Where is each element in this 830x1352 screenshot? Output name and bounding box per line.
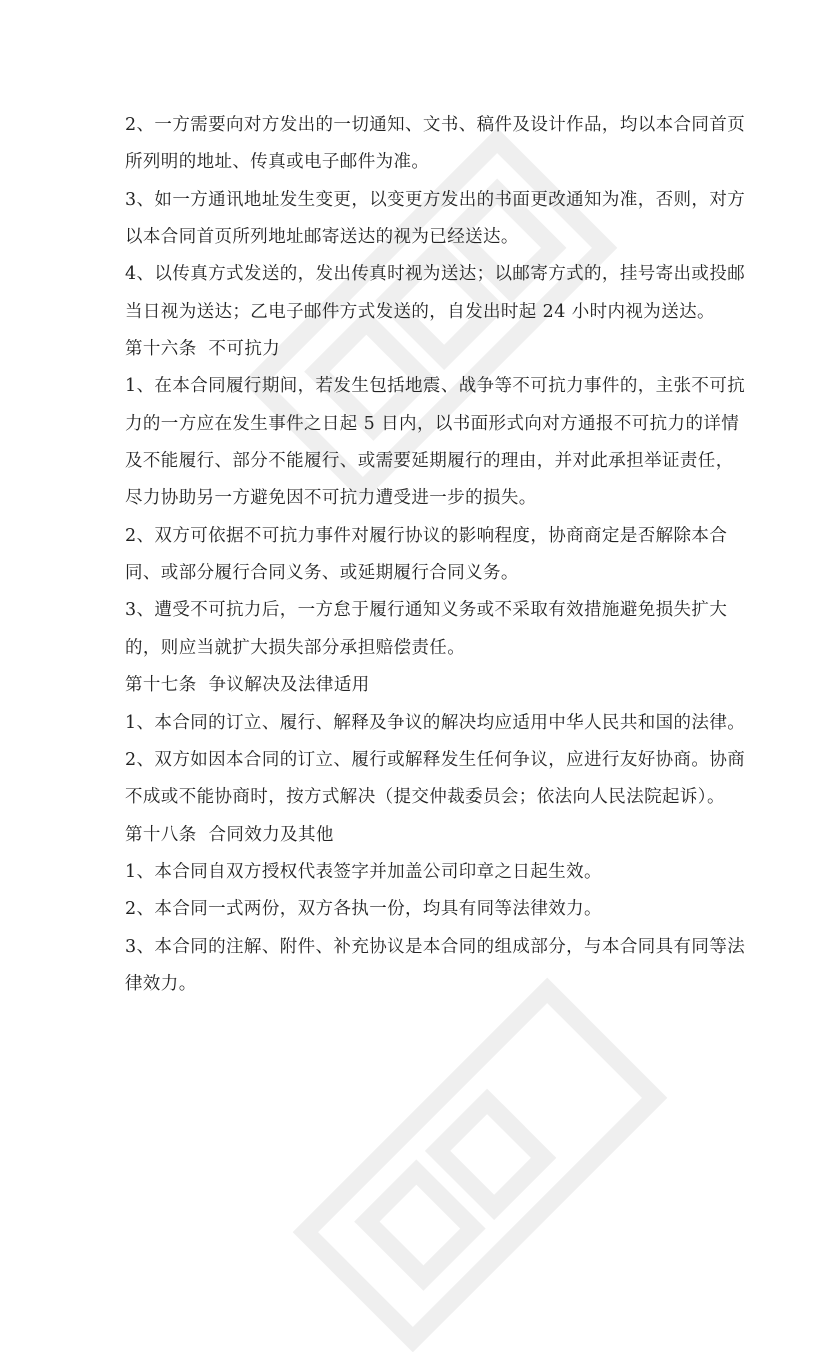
text-line: 3、如一方通讯地址发生变更，以变更方发出的书面更改通知为准，否则，对方 [125,189,746,210]
text-line: 当日视为送达；乙电子邮件方式发送的，自发出时起 24 小时内视为送达。 [125,301,715,322]
text-line: 力的一方应在发生事件之日起 5 日内，以书面形式向对方通报不可抗力的详情 [125,413,740,434]
text-line: 的，则应当就扩大损失部分承担赔偿责任。 [125,637,466,658]
clause-16-item-3 [125,592,728,667]
text-line: 同、或部分履行合同义务、或延期履行合同义务。 [125,563,519,584]
section-heading-16: 第十六条 不可抗力 [125,339,281,360]
document-body [125,107,746,1003]
text-line: 2、双方如因本合同的订立、履行或解释发生任何争议，应进行友好协商。协商 [125,749,746,770]
text-line: 3、本合同的注解、附件、补充协议是本合同的组成部分，与本合同具有同等法 [125,936,746,957]
text-line: 3、遭受不可抗力后，一方怠于履行通知义务或不采取有效措施避免损失扩大 [125,600,728,621]
clause-18-item-1 [125,854,705,891]
text-line: 2、本合同一式两份，双方各执一份，均具有同等法律效力。 [125,899,602,920]
watermark-logo-icon [293,978,668,1352]
text-line: 4、以传真方式发送的，发出传真时视为送达；以邮寄方式的，挂号寄出或投邮 [125,264,746,285]
clause-18-item-3 [125,929,746,1004]
text-line: 2、双方可依据不可抗力事件对履行协议的影响程度，协商商定是否解除本合 [125,525,728,546]
section-heading-18: 第十八条 合同效力及其他 [125,824,334,845]
text-line: 2、一方需要向对方发出的一切通知、文书、稿件及设计作品，均以本合同首页 [125,115,746,135]
section-heading-17: 第十七条 争议解决及法律适用 [125,675,370,696]
clause-16-item-1 [125,368,746,517]
text-line: 律效力。 [125,973,197,994]
text-line: 1、本合同自双方授权代表签字并加盖公司印章之日起生效。 [125,861,602,882]
clause-15-item-4 [125,256,746,331]
clause-15-item-3 [125,182,746,257]
text-line: 1、在本合同履行期间，若发生包括地震、战争等不可抗力事件的，主张不可抗 [125,376,746,397]
clause-16-item-2 [125,518,728,593]
text-line: 所列明的地址、传真或电子邮件为准。 [125,152,430,173]
clause-18-item-2 [125,891,705,928]
text-line: 及不能履行、部分不能履行、或需要延期履行的理由，并对此承担举证责任， [125,451,734,472]
clause-17-item-2 [125,742,746,817]
clause-15-item-2 [125,107,746,182]
clause-17-item-1 [125,705,746,742]
text-line: 以本合同首页所列地址邮寄送达的视为已经送达。 [125,227,519,248]
text-line: 1、本合同的订立、履行、解释及争议的解决均应适用中华人民共和国的法律。 [125,712,746,733]
text-line: 不成或不能协商时，按方式解决（提交仲裁委员会；依法向人民法院起诉）。 [125,787,725,808]
text-line: 尽力协助另一方避免因不可抗力遭受进一步的损失。 [125,488,537,509]
